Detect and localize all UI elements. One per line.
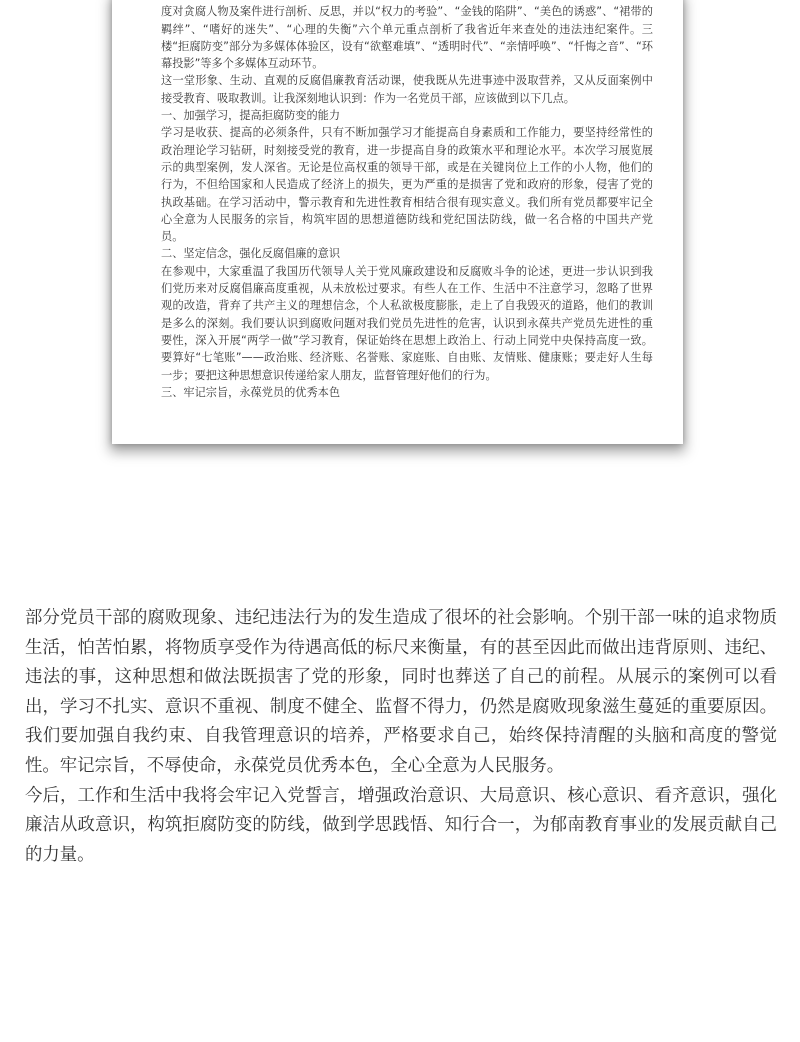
scanned-paragraph: 在参观中，大家重温了我国历代领导人关于党风廉政建设和反腐败斗争的论述，更进一步认识到我们党历来对反腐倡廉高度重视，从未放松过要求。有些人在工作、生活中不注意学习，忽略了世界观的改造，背弃了共产主义的理想信念，个人私欲极度膨胀，走上了自我毁灭的道路，他们的教训是多么的深刻。我们要认识到腐败问题对我们党员先进性的危害，认识到永葆共产党员先进性的重要性，深入开展“两学一做”学习教育，保证始终在思想上政治上、行动上同党中央保持高度一致。要算好“七笔账”——政治账、经济账、名誉账、家庭账、自由账、友情账、健康账；要走好人生每一步；要把这种思想意识传递给家人朋友，监督管理好他们的行为。 [161, 264, 653, 382]
section-heading: 三、牢记宗旨，永葆党员的优秀本色 [161, 385, 341, 399]
scanned-paragraph: 这一堂形象、生动、直观的反腐倡廉教育活动课，使我既从先进事迹中汲取营养，又从反面案例中接受教育、吸取教训。让我深刻地认识到：作为一名党员干部，应该做到以下几点。 [161, 74, 653, 105]
scanned-document-page [112, 0, 683, 444]
section-heading: 一、加强学习，提高拒腐防变的能力 [161, 109, 341, 123]
scanned-page-text [161, 0, 653, 401]
body-paragraph: 今后，工作和生活中我将会牢记入党誓言，增强政治意识、大局意识、核心意识、看齐意识，强化廉洁从政意识，构筑拒腐防变的防线，做到学思践悟、知行合一，为郁南教育事业的发展贡献自己的力量。 [25, 785, 777, 865]
scanned-paragraph: 学习是收获、提高的必须条件，只有不断加强学习才能提高自身素质和工作能力，要坚持经常性的政治理论学习钻研，时刻接受党的教育，进一步提高自身的政策水平和理论水平。本次学习展览展示的典型案例，发人深省。无论是位高权重的领导干部，或是在关键岗位上工作的小人物，他们的行为，不但给国家和人民造成了经济上的损失，更为严重的是损害了党和政府的形象，侵害了党的执政基础。在学习活动中，警示教育和先进性教育相结合很有现实意义。我们所有党员都要牢记全心全意为人民服务的宗旨，构筑牢固的思想道德防线和党纪国法防线，做一名合格的中国共产党员。 [161, 126, 653, 244]
scanned-paragraph: 度对贪腐人物及案件进行剖析、反思，并以“权力的考验”、“金钱的陷阱”、“美色的诱惑”、“裙带的羁绊”、“嗜好的迷失”、“心理的失衡”六个单元重点剖析了我省近年来查处的违法违纪案件。三楼“拒腐防变”部分为多媒体体验区，设有“欲壑难填”、“透明时代”、“亲情呼唤”、“忏悔之音”、“环幕投影”等多个多媒体互动环节。 [161, 5, 653, 71]
section-heading: 二、坚定信念，强化反腐倡廉的意识 [161, 247, 341, 261]
body-paragraph: 部分党员干部的腐败现象、违纪违法行为的发生造成了很坏的社会影响。个别干部一味的追求物质生活，怕苦怕累，将物质享受作为待遇高低的标尺来衡量，有的甚至因此而做出违背原则、违纪、违法的事，这种思想和做法既损害了党的形象，同时也葬送了自己的前程。从展示的案例可以看出，学习不扎实、意识不重视、制度不健全、监督不得力，仍然是腐败现象滋生蔓延的重要原因。我们要加强自我约束、自我管理意识的培养，严格要求自己，始终保持清醒的头脑和高度的警觉性。牢记宗旨，不辱使命，永葆党员优秀本色，全心全意为人民服务。 [25, 608, 777, 776]
continuation-text [25, 604, 777, 870]
